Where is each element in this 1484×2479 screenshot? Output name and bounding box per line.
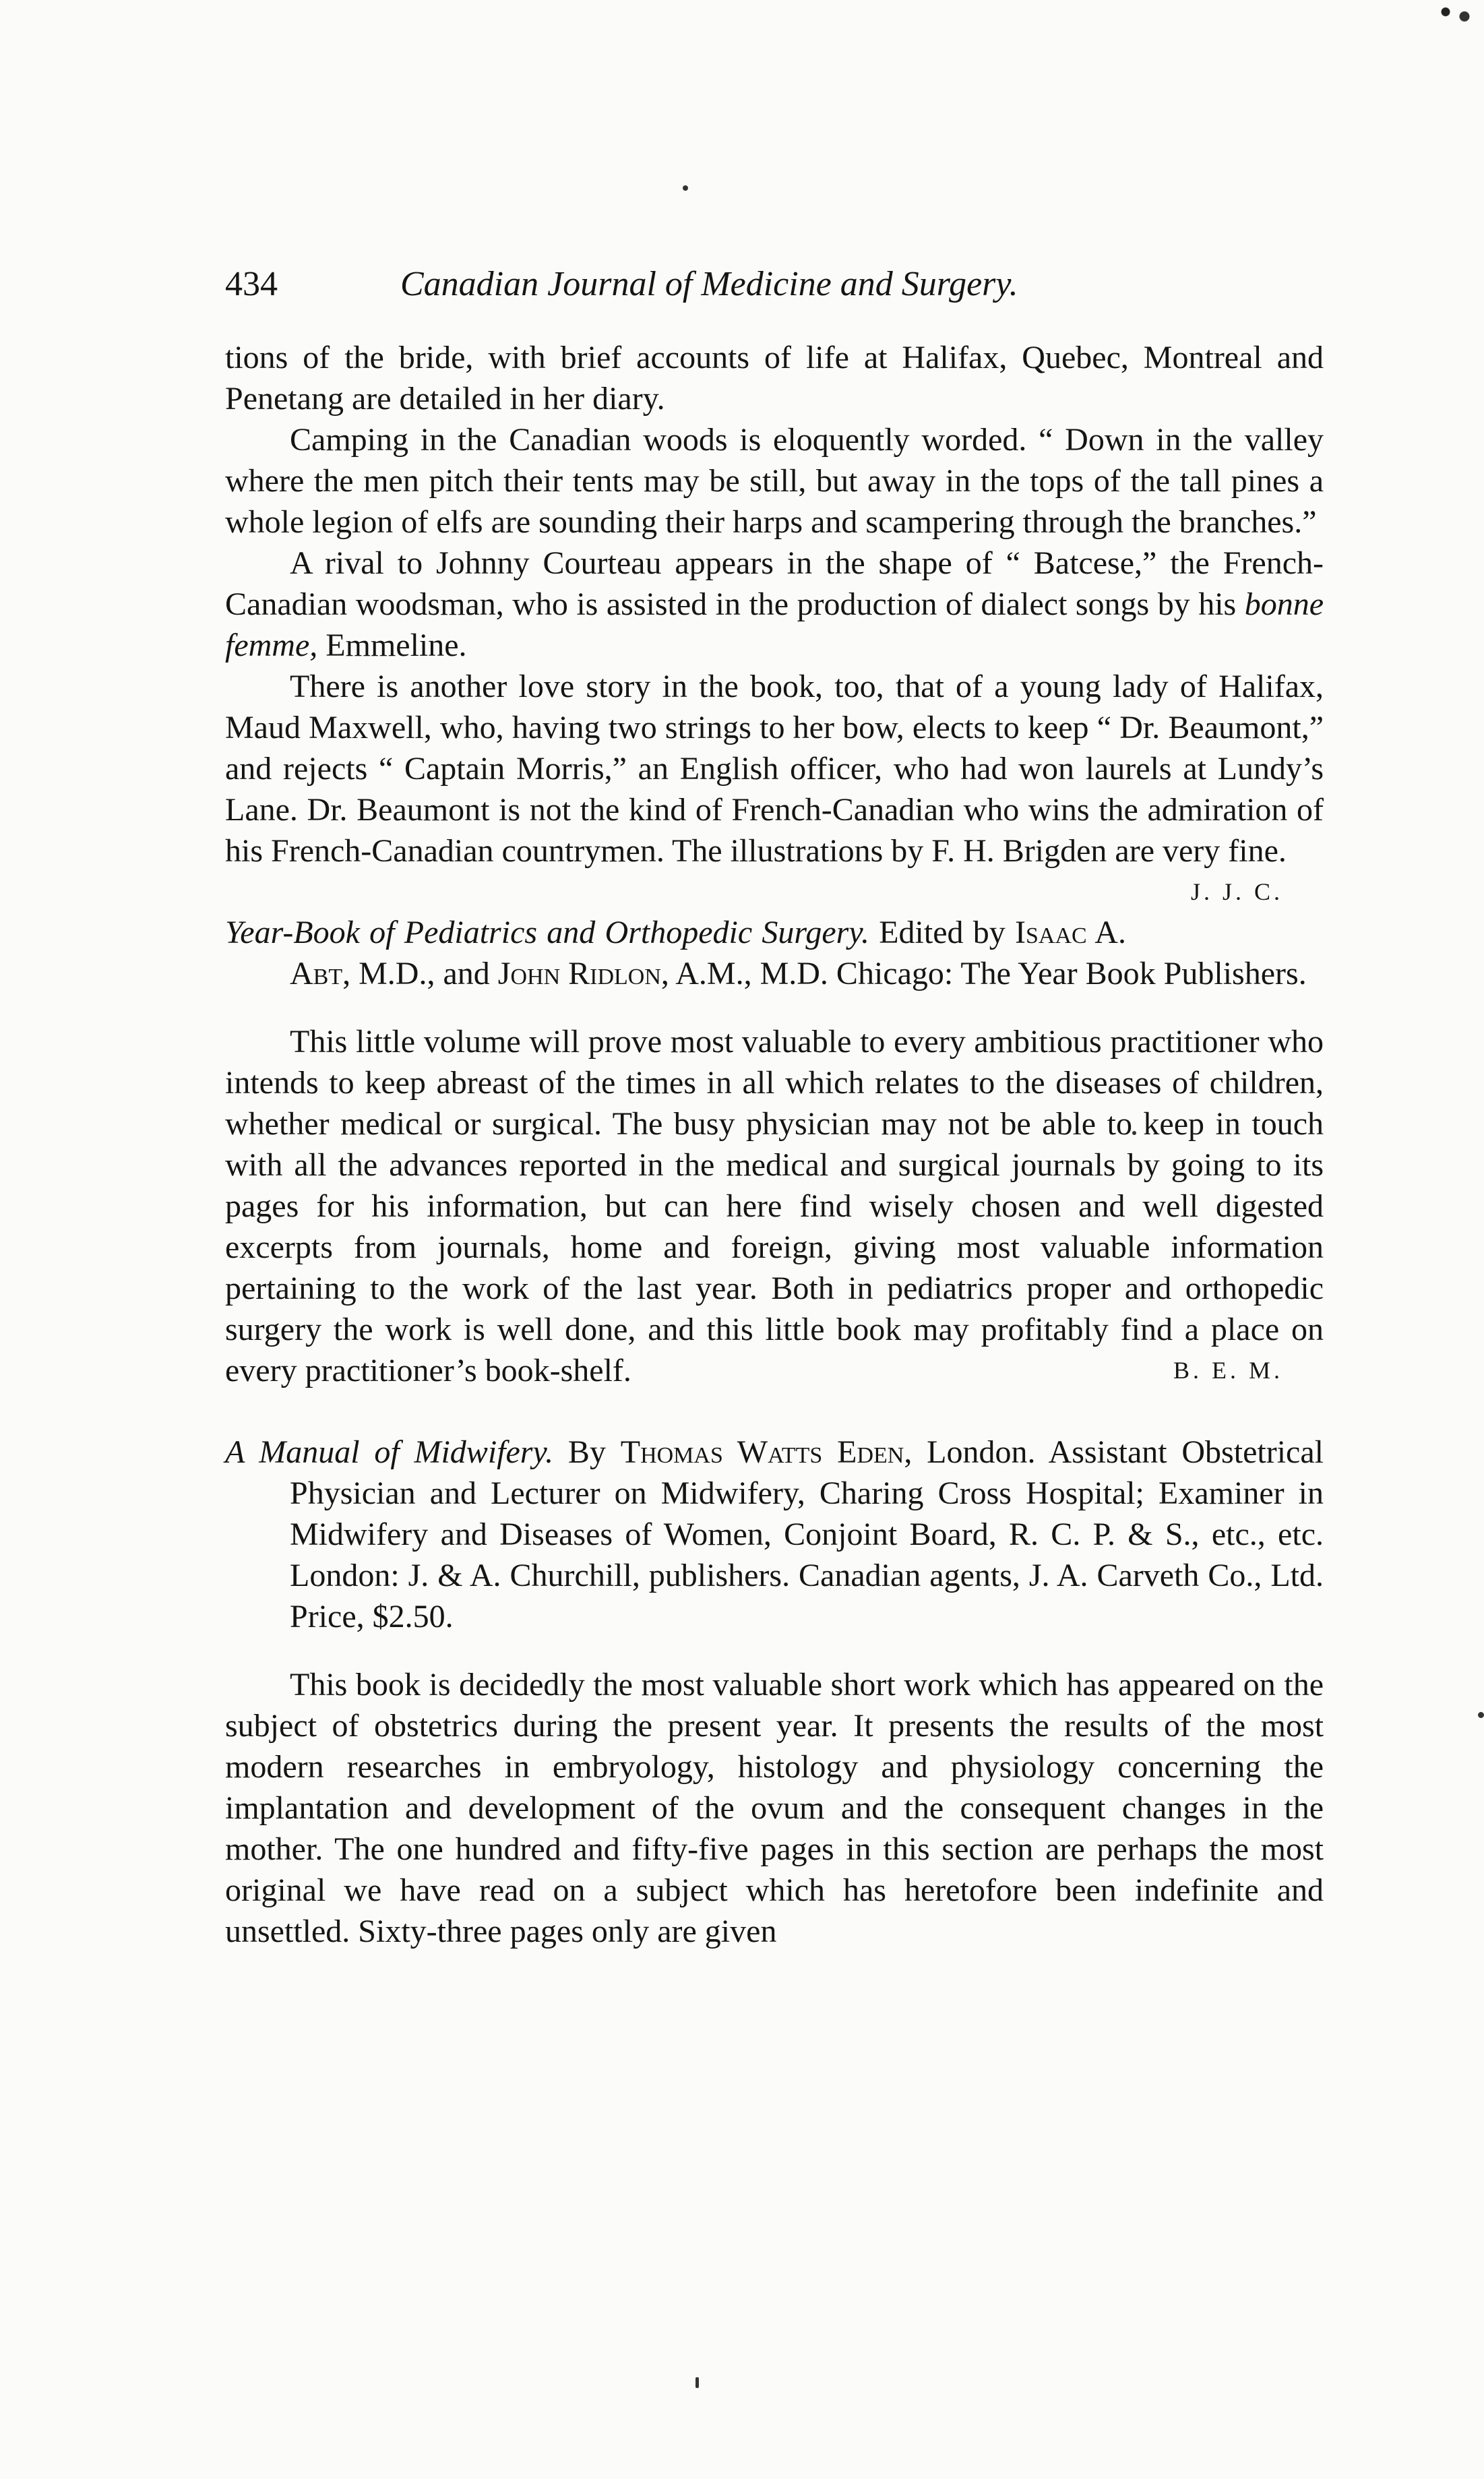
text-run: By bbox=[553, 1434, 621, 1470]
page-header bbox=[225, 257, 1324, 311]
text-run: This little volume will prove most valuable to every ambitious practitioner who intends to keep abreast of the times in all which relates to the diseases of children, whether medical or surgical. The busy physician may not be able to keep in touch with all the advances reported in the medical and surgical journals by going to its pages for his information, but can here find wisely chosen and well digested excerpts from journals, home and foreign, giving most valuable information pertaining to the work of the last year. Both in pediatrics proper and orthopedic surgery the work is well done, and this little book may profitably find a place on every practitioner’s book-shelf. bbox=[225, 1024, 1324, 1388]
paragraph: This book is decidedly the most valuable short work which has appeared on the subject of obstetrics during the present year. It presents the results of the most modern researches in embryology, histology and physiology concerning the implantation and development of the ovum and the consequent changes in the mother. The one hundred and fifty-five pages in this section are perhaps the most original we have read on a subject which has heretofore been indefinite and unsettled. Sixty-three pages only are given bbox=[225, 1667, 1324, 1949]
review-year-book bbox=[225, 912, 1324, 1391]
page-body bbox=[225, 337, 1324, 1952]
reviewer-initials: B. E. M. bbox=[1173, 1357, 1283, 1384]
author-name: Thomas Watts Eden, bbox=[620, 1434, 913, 1470]
paragraph bbox=[225, 543, 1324, 666]
ink-speck bbox=[695, 2377, 699, 2388]
text-run: Emmeline. bbox=[317, 628, 467, 663]
paragraph bbox=[225, 1021, 1324, 1391]
author-name: John Ridlon, bbox=[497, 956, 669, 991]
corner-blot bbox=[1431, 3, 1479, 26]
text-run: A rival to Johnny Courteau appears in the shape of “ Batcese,” the French-Canadian woodsman, who is assisted in the production of dialect songs by his bbox=[225, 545, 1324, 622]
book-title: Year-Book of Pediatrics and Orthopedic Surgery. bbox=[225, 915, 869, 950]
ink-speck bbox=[683, 185, 688, 191]
book-title: A Manual of Midwifery. bbox=[225, 1434, 554, 1470]
ink-speck bbox=[1478, 1712, 1484, 1718]
review-continuation bbox=[225, 337, 1324, 905]
reviewer-initials: J. J. C. bbox=[1190, 878, 1283, 905]
text-run: There is another love story in the book, too, that of a young lady of Halifax, Maud Maxwell, who, having two strings to her bow, elects to keep “ Dr. Beaumont,” and rejects “ Captain Morris,” an English officer, who had won laurels at Lundy’s Lane. Dr. Beaumont is not the kind of French-Canadian who wins the admiration of his French-Canadian countrymen. The illustrations by F. H. Brigden are very fine. bbox=[225, 669, 1324, 869]
text-run: London. Assistant Obstetrical Physician and Lecturer on Midwifery, Charing Cross Hospital; Examiner in Midwifery and Diseases of Women, Conjoint Board, R. C. P. & S., etc., etc. London: J. & A. Churchill, publishers. Canadian agents, J. A. Carveth Co., Ltd. Price, $2.50. bbox=[290, 1434, 1324, 1634]
author-name: Isaac A. Abt, bbox=[290, 915, 1126, 991]
book-citation bbox=[225, 1432, 1324, 1637]
running-title: Canadian Journal of Medicine and Surgery. bbox=[400, 265, 1018, 303]
review-midwifery bbox=[225, 1432, 1324, 1952]
italic-phrase: bonne femme, bbox=[225, 586, 1324, 663]
text-run: A.M., M.D. Chicago: The Year Book Publishers. bbox=[669, 956, 1307, 991]
paragraph bbox=[225, 666, 1324, 905]
page-number: 434 bbox=[225, 265, 278, 303]
book-citation bbox=[225, 912, 1324, 994]
paragraph: Camping in the Canadian woods is eloquently worded. “ Down in the valley where the men pitch their tents may be still, but away in the tops of the tall pines a whole legion of elfs are sounding their harps and scampering through the branches.” bbox=[225, 422, 1324, 540]
text-run: M.D., and bbox=[350, 956, 498, 991]
text-run: Edited by bbox=[869, 915, 1016, 950]
paragraph: tions of the bride, with brief accounts of life at Halifax, Quebec, Montreal and Penetang are detailed in her diary. bbox=[225, 340, 1324, 417]
